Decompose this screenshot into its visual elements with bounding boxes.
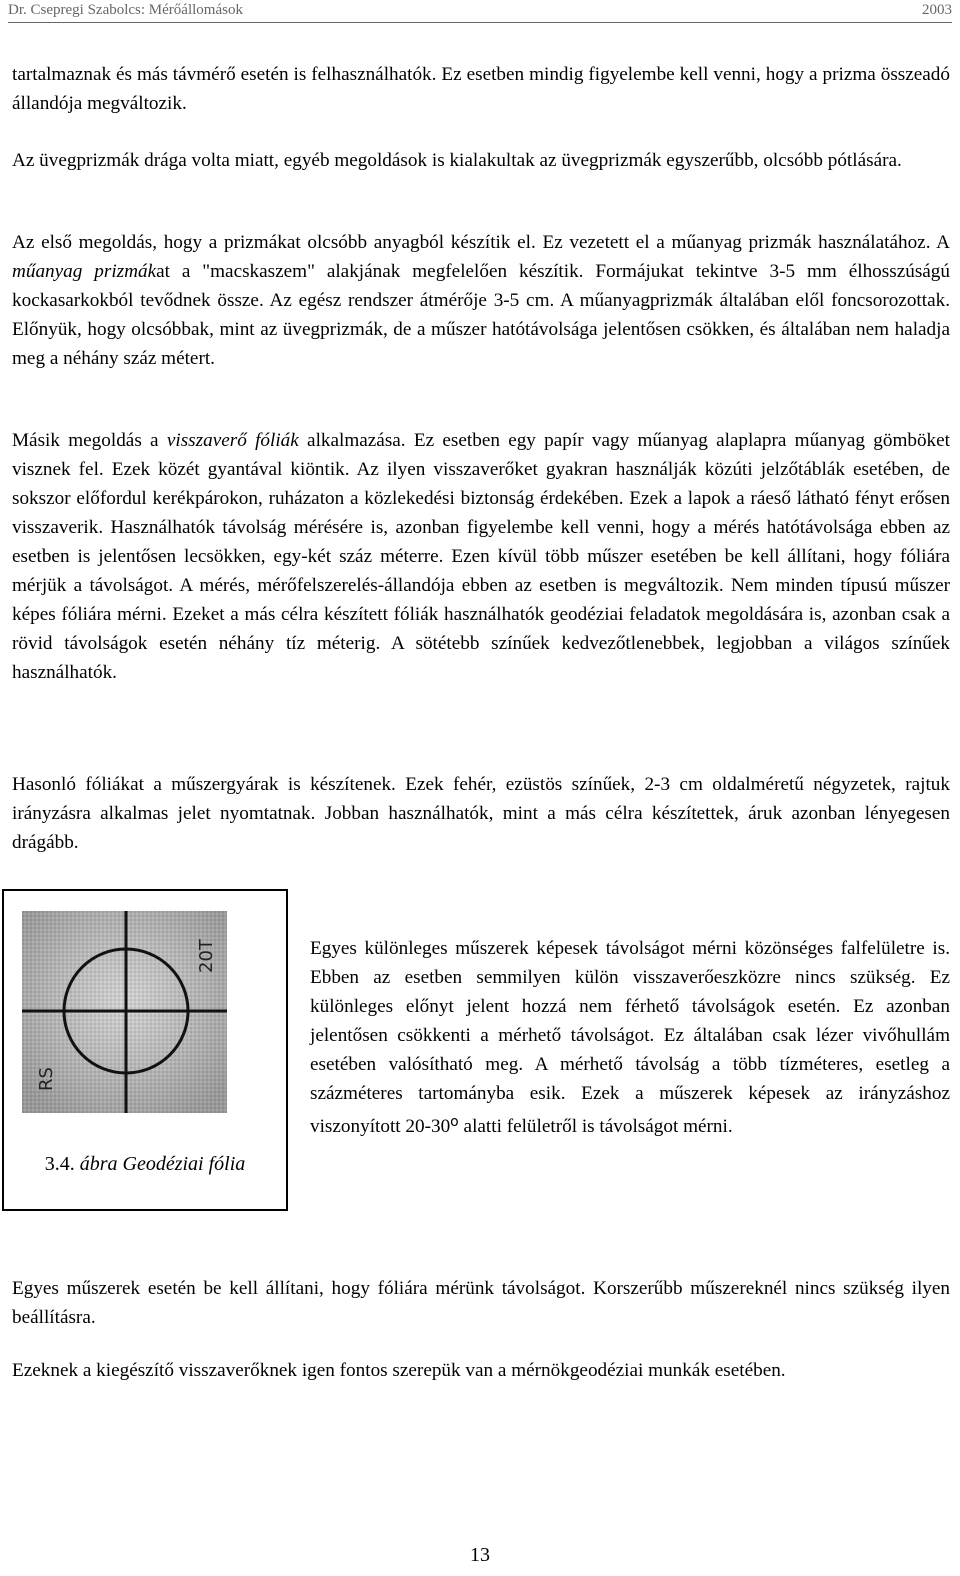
paragraph-4-italic: visszaverő fóliák <box>166 430 299 451</box>
paragraph-5: Hasonló fóliákat a műszergyárak is készítenek. Ezek fehér, ezüstös színűek, 2-3 cm oldalméretű négyzetek, rajtuk irányzásra alkalmas jelet nyomtatnak. Jobban használhatók, mint a más célra készítettek, áruk azonban lényegesen drágább. <box>12 774 950 853</box>
paragraph-7: Ezeknek a kiegészítő visszaverőknek igen fontos szerepük van a mérnökgeodéziai munkák esetében. <box>12 1360 786 1381</box>
paragraph-4 <box>12 426 950 687</box>
side-paragraph-part-a: Egyes különleges műszerek képesek távolságot mérni közönséges falfelületre is. Ebben az esetben semmilyen külön visszaverőeszközre nincs szükség. Ez különleges előnyt jelent hozzá nem férhető távolságok esetén. Ez azonban jelentősen csökkenti a mérhető távolságot. Ez általában csak lézer vivőhullám esetében valósítható meg. A mérhető távolság a több tízméteres, esetleg a százméteres tartományba esik. Ezek a műszerek képesek az irányzáshoz viszonyított 20-30 <box>310 938 950 1137</box>
paragraph-4-part-b: alkalmazása. Ez esetben egy papír vagy műanyag alaplapra műanyag gömböket visznek fel. Ezek közét gyantával kiöntik. Az ilyen visszaverőket gyakran használják közúti jelzőtáblák esetében, de sokszor előfordul kerékpárokon, ruházaton a közlekedési biztonság érdekében. Ezek a lapok a ráeső látható fényt erősen visszaverik. Használhatók távolság mérésére is, azonban figyelembe kell venni, hogy a mérés hatótávolsága ebben az esetben is jelentősen lecsökken, egy-két száz méterre. Ezen kívül több műszer esetében be kell állítani, hogy fóliára mérjük a távolságot. A mérés, mérőfelszerelés-állandója ebben az esetben is megváltozik. Nem minden típusú műszer képes fóliára mérni. Ezeket a más célra készített fóliák használhatók geodéziai feladatok megoldására is, azonban csak a rövid távolságok esetén néhány tíz méterig. A sötétebb színűek kedvezőtlenebbek, legjobban a világos színűek használhatók. <box>12 430 950 683</box>
reflective-foil-photo <box>22 911 227 1113</box>
foil-label-20t: 20T <box>196 939 217 973</box>
page-number: 13 <box>470 1544 490 1566</box>
header-author-title: Dr. Csepregi Szabolcs: Mérőállomások <box>8 2 243 18</box>
side-paragraph-part-b: alatti felületről is távolságot mérni. <box>458 1116 733 1137</box>
paragraph-3-italic: műanyag prizmák <box>12 261 157 282</box>
paragraph-3-part-b: at a "macskaszem" alakjának megfelelően készítik. Formájukat tekintve 3-5 mm élhosszúságú kockasarkokból tevődnek össze. Az egész rendszer átmérője 3-5 cm. A műanyagprizmák általában elől foncsorozottak. Előnyük, hogy olcsóbbak, mint az üvegprizmák, de a műszer hatótávolsága jelentősen csökken, és általában nem haladja meg a néhány száz métert. <box>12 261 950 369</box>
paragraph-1: tartalmaznak és más távmérő esetén is felhasználhatók. Ez esetben mindig figyelembe kell venni, hogy a prizma összeadó állandója megváltozik. <box>12 64 950 114</box>
paragraph-6: Egyes műszerek esetén be kell állítani, hogy fóliára mérünk távolságot. Korszerűbb műszereknél nincs szükség ilyen beállításra. <box>12 1278 950 1328</box>
figure-caption-number: 3.4. <box>44 1153 75 1175</box>
paragraph-3 <box>12 228 950 373</box>
paragraph-2: Az üvegprizmák drága volta miatt, egyéb megoldások is kialakultak az üvegprizmák egyszerűbb, olcsóbb pótlására. <box>12 150 902 171</box>
paragraph-3-part-a: Az első megoldás, hogy a prizmákat olcsóbb anyagból készítik el. Ez vezetett el a műanyag prizmák használatához. A <box>12 232 950 253</box>
page-header <box>8 0 952 23</box>
foil-label-rs: RS <box>36 1067 57 1091</box>
header-year: 2003 <box>922 2 952 18</box>
paragraph-4-part-a: Másik megoldás a <box>12 430 167 451</box>
side-paragraph <box>310 934 950 1141</box>
figure-caption-text: ábra Geodéziai fólia <box>74 1153 246 1175</box>
degree-symbol: o <box>450 1114 459 1130</box>
figure-box <box>2 889 288 1211</box>
figure-caption <box>4 1151 286 1177</box>
